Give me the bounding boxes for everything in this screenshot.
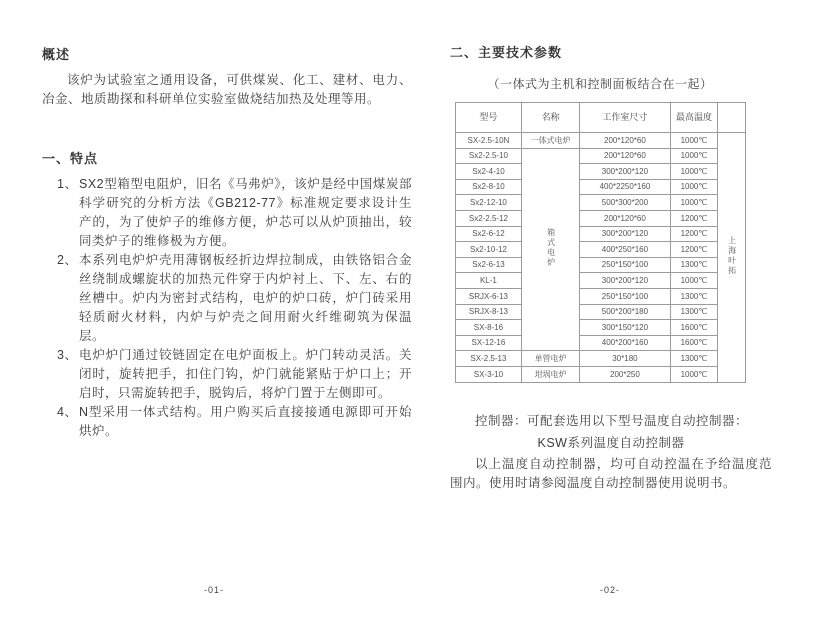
brand-side-cell-text: 上海叶拓 [727, 236, 737, 277]
model-cell: KL-1 [456, 273, 522, 289]
page-number-left: -01- [204, 585, 225, 595]
controller-usage-line: 以上温度自动控制器，均可自动控温在予给温度范围内。使用时请参阅温度自动控制器使用说明书。 [450, 456, 772, 490]
header-dims: 工作室尺寸 [580, 103, 670, 133]
dims-cell: 400*250*160 [580, 242, 670, 258]
temp-cell: 1200℃ [670, 210, 718, 226]
feature-text: SX2型箱型电阻炉，旧名《马弗炉》，该炉是经中国煤炭部科学研究的分析方法《GB212-77》标准规定要求设计生产的，为了使炉子的维修方便，炉芯可以从炉顶抽出，较同类炉子的维修极为方便。 [79, 177, 412, 248]
table-row [456, 273, 746, 289]
temp-cell: 1000℃ [670, 164, 718, 180]
dims-cell: 200*120*60 [580, 133, 670, 149]
feature-text: N型采用一体式结构。用户购买后直接接通电源即可开始烘炉。 [79, 405, 412, 438]
temp-cell: 1600℃ [670, 320, 718, 336]
dims-cell: 300*200*120 [580, 164, 670, 180]
feature-number: 4、 [57, 405, 78, 419]
model-cell: SX-8-16 [456, 320, 522, 336]
model-cell: Sx2-12-10 [456, 195, 522, 211]
dims-cell: 300*150*120 [580, 320, 670, 336]
feature-item [42, 346, 412, 403]
header-temp: 最高温度 [670, 103, 718, 133]
feature-number: 2、 [57, 253, 78, 267]
table-row [456, 226, 746, 242]
temp-cell: 1000℃ [670, 366, 718, 382]
params-heading: 二、主要技术参数 [450, 45, 563, 60]
feature-item [42, 175, 412, 251]
temp-cell: 1300℃ [670, 288, 718, 304]
model-cell: Sx2-10-12 [456, 242, 522, 258]
model-cell: Sx2-8-10 [456, 179, 522, 195]
temp-cell: 1200℃ [670, 226, 718, 242]
furnace-type-cell: 坩埚电炉 [521, 366, 579, 382]
furnace-type-cell [521, 148, 579, 351]
page-number-right: -02- [600, 585, 621, 595]
table-row [456, 320, 746, 336]
table-row [456, 366, 746, 382]
model-cell: SX-3-10 [456, 366, 522, 382]
feature-text: 电炉炉门通过铰链固定在电炉面板上。炉门转动灵活。关闭时，旋转把手，扣住门钩，炉门就能紧贴于炉口上；开启时，只需旋转把手，脱钩后，将炉门置于左侧即可。 [79, 348, 412, 400]
dims-cell: 500*200*180 [580, 304, 670, 320]
dims-cell: 250*150*100 [580, 288, 670, 304]
model-cell: SX-12-16 [456, 335, 522, 351]
feature-text: 本系列电炉炉壳用薄钢板经折边焊拉制成，由铁铬铝合金丝绕制成螺旋状的加热元件穿于内炉衬上、下、左、右的丝槽中。炉内为密封式结构，电炉的炉口砖，炉门砖采用轻质耐火材料，内炉与炉壳之间用耐火纤维砌筑为保温层。 [79, 253, 412, 343]
table-header-row [456, 103, 746, 133]
features-list [42, 175, 412, 441]
model-cell: Sx2-2.5-12 [456, 210, 522, 226]
dims-cell: 300*200*120 [580, 226, 670, 242]
params-table [455, 102, 746, 383]
table-row [456, 195, 746, 211]
feature-item [42, 403, 412, 441]
header-model: 型号 [456, 103, 522, 133]
header-blank [718, 103, 746, 133]
controller-model-line: KSW系列温度自动控制器 [537, 435, 685, 450]
dims-cell: 300*200*120 [580, 273, 670, 289]
model-cell: SX-2.5-10N [456, 133, 522, 149]
temp-cell: 1300℃ [670, 351, 718, 367]
table-row [456, 179, 746, 195]
dims-cell: 200*250 [580, 366, 670, 382]
table-row [456, 335, 746, 351]
temp-cell: 1200℃ [670, 242, 718, 258]
controller-notes [450, 411, 772, 493]
overview-paragraph: 该炉为试验室之通用设备，可供煤炭、化工、建材、电力、冶金、地质勘探和科研单位实验室做烧结加热及处理等用。 [42, 73, 412, 106]
brand-side-cell [718, 133, 746, 383]
dims-cell: 500*300*200 [580, 195, 670, 211]
params-subtitle: （一体式为主机和控制面板结合在一起） [487, 77, 713, 91]
temp-cell: 1000℃ [670, 179, 718, 195]
dims-cell: 400*200*160 [580, 335, 670, 351]
model-cell: SX-2.5-13 [456, 351, 522, 367]
header-name: 名称 [521, 103, 579, 133]
feature-number: 1、 [57, 177, 78, 191]
model-cell: Sx2-6-12 [456, 226, 522, 242]
feature-item [42, 251, 412, 346]
dims-cell: 30*180 [580, 351, 670, 367]
overview-heading: 概述 [42, 47, 71, 62]
dims-cell: 200*120*60 [580, 148, 670, 164]
table-row [456, 288, 746, 304]
dims-cell: 200*120*60 [580, 210, 670, 226]
temp-cell: 1300℃ [670, 257, 718, 273]
furnace-type-cell: 一体式电炉 [521, 133, 579, 149]
furnace-type-cell: 单管电炉 [521, 351, 579, 367]
table-row [456, 133, 746, 149]
model-cell: Sx2-6-13 [456, 257, 522, 273]
table-row [456, 210, 746, 226]
model-cell: SRJX-6-13 [456, 288, 522, 304]
features-heading: 一、特点 [42, 151, 99, 166]
furnace-type-cell-text: 箱式电炉 [546, 228, 556, 269]
temp-cell: 1000℃ [670, 273, 718, 289]
table-row [456, 164, 746, 180]
params-table-head [456, 103, 746, 133]
table-row [456, 304, 746, 320]
params-table-body [456, 133, 746, 383]
table-row [456, 257, 746, 273]
temp-cell: 1600℃ [670, 335, 718, 351]
controller-note-line: 控制器：可配套选用以下型号温度自动控制器： [475, 413, 749, 428]
page-right [450, 42, 784, 493]
page-left [42, 44, 412, 441]
table-row [456, 148, 746, 164]
temp-cell: 1000℃ [670, 133, 718, 149]
table-row [456, 351, 746, 367]
table-row [456, 242, 746, 258]
temp-cell: 1000℃ [670, 148, 718, 164]
temp-cell: 1300℃ [670, 304, 718, 320]
dims-cell: 400*2250*160 [580, 179, 670, 195]
dims-cell: 250*150*100 [580, 257, 670, 273]
model-cell: SRJX-8-13 [456, 304, 522, 320]
temp-cell: 1000℃ [670, 195, 718, 211]
feature-number: 3、 [57, 348, 78, 362]
model-cell: Sx2-2.5-10 [456, 148, 522, 164]
model-cell: Sx2-4-10 [456, 164, 522, 180]
